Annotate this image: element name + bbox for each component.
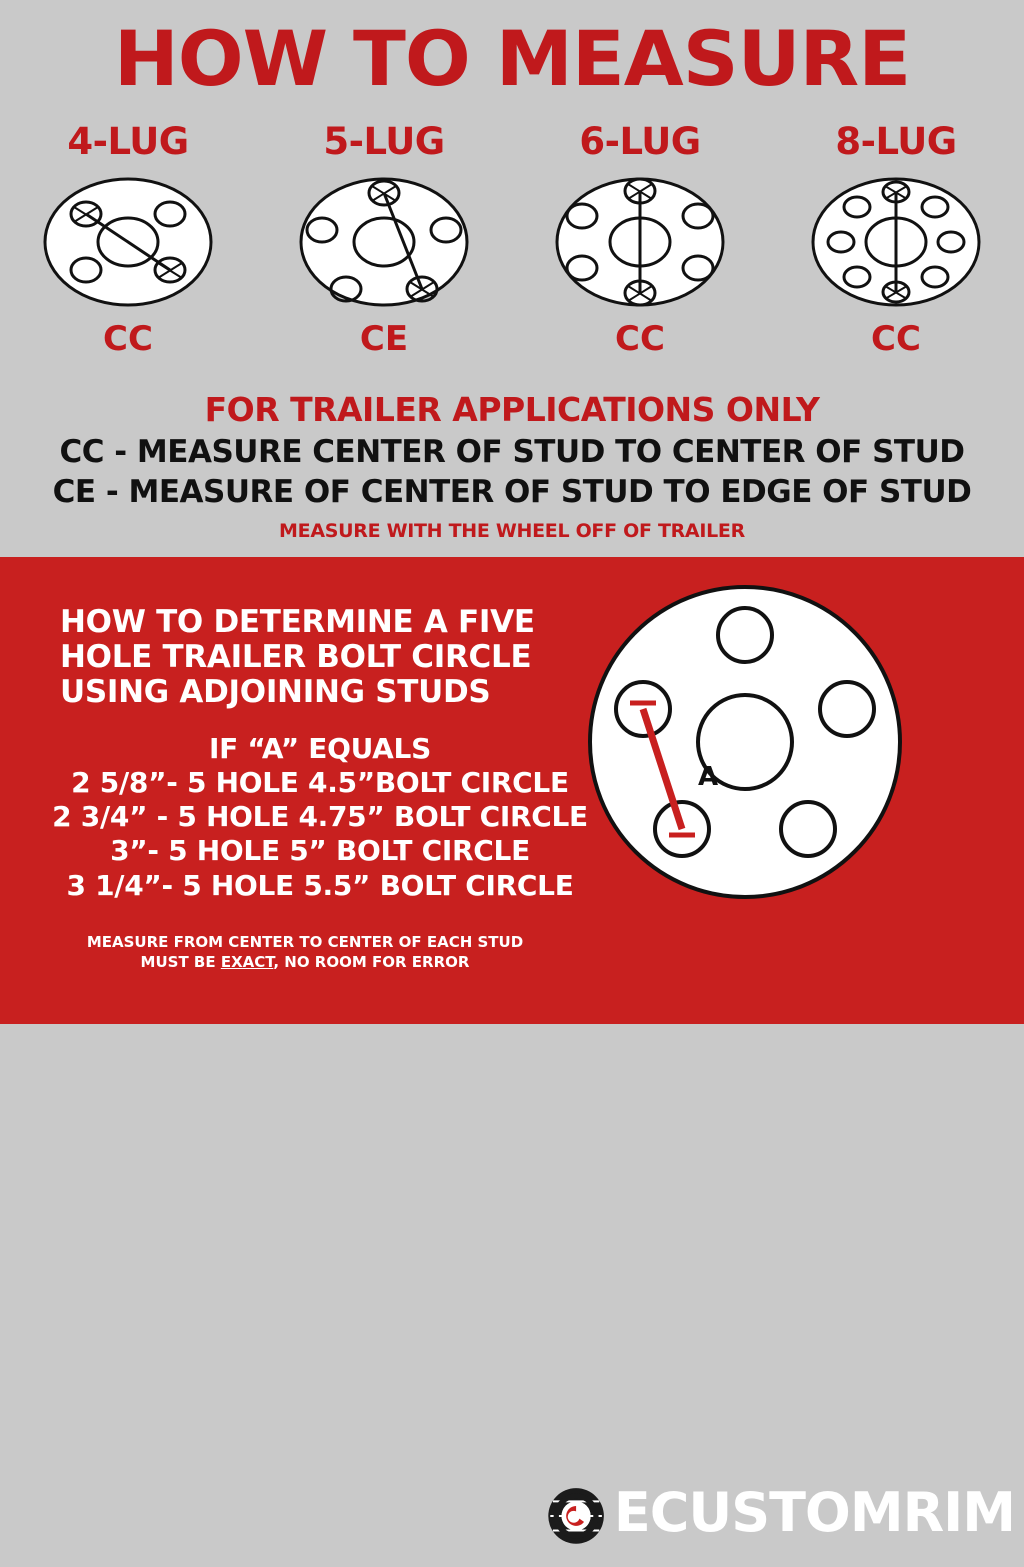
wheel-6-lug-icon bbox=[545, 167, 735, 317]
footnote bbox=[40, 932, 570, 973]
lug-title: 6-LUG bbox=[579, 120, 701, 163]
page-title: HOW TO MEASURE bbox=[113, 14, 911, 103]
trailer-applications-note: FOR TRAILER APPLICATIONS ONLY bbox=[204, 390, 820, 429]
lug-diagram-4 bbox=[0, 120, 256, 375]
lug-title: 8-LUG bbox=[835, 120, 957, 163]
footnote-post: , NO ROOM FOR ERROR bbox=[273, 953, 470, 972]
measure-wheel-off-note: MEASURE WITH THE WHEEL OFF OF TRAILER bbox=[279, 520, 745, 542]
list-item: 2 5/8”- 5 HOLE 4.5”BOLT CIRCLE bbox=[71, 766, 569, 800]
lug-diagram-row bbox=[0, 120, 1024, 375]
bolt-circle-heading-line3: USING ADJOINING STUDS bbox=[60, 674, 491, 711]
footnote-emphasis: EXACT bbox=[220, 953, 274, 972]
list-item: 3 1/4”- 5 HOLE 5.5” BOLT CIRCLE bbox=[66, 868, 574, 902]
brand-logo bbox=[545, 1457, 1015, 1567]
hub-5-lug-icon bbox=[580, 577, 910, 907]
lug-diagram-8 bbox=[768, 120, 1024, 375]
bolt-circle-list bbox=[40, 732, 600, 903]
wheel-5-lug-icon bbox=[289, 167, 479, 317]
lug-title: 4-LUG bbox=[67, 120, 189, 163]
cc-definition: CC - MEASURE CENTER OF STUD TO CENTER OF STUD bbox=[59, 434, 965, 470]
footnote-line1: MEASURE FROM CENTER TO CENTER OF EACH STUD bbox=[86, 933, 524, 951]
tire-logo-icon bbox=[545, 1462, 608, 1562]
wheel-4-lug-icon bbox=[33, 167, 223, 317]
list-item: 2 3/4” - 5 HOLE 4.75” BOLT CIRCLE bbox=[52, 800, 588, 834]
list-intro: IF “A” EQUALS bbox=[209, 732, 431, 765]
footnote-pre: MUST BE bbox=[140, 953, 221, 972]
top-section bbox=[0, 0, 1024, 557]
list-item: 3”- 5 HOLE 5” BOLT CIRCLE bbox=[110, 834, 530, 868]
lug-code: CC bbox=[615, 319, 665, 359]
footnote-line2 bbox=[40, 952, 570, 972]
wheel-8-lug-icon bbox=[801, 167, 991, 317]
measure-label-a: A bbox=[698, 762, 719, 792]
lug-code: CC bbox=[871, 319, 921, 359]
bolt-circle-heading-line2: HOLE TRAILER BOLT CIRCLE bbox=[60, 639, 532, 676]
bolt-circle-heading-line1: HOW TO DETERMINE A FIVE bbox=[60, 604, 535, 640]
lug-diagram-5 bbox=[256, 120, 512, 375]
ce-definition: CE - MEASURE OF CENTER OF STUD TO EDGE OF STUD bbox=[52, 474, 972, 510]
lug-diagram-6 bbox=[512, 120, 768, 375]
bottom-section bbox=[0, 557, 1024, 1544]
five-lug-hub-diagram bbox=[580, 577, 910, 912]
lug-title: 5-LUG bbox=[323, 120, 445, 163]
brand-name: ECUSTOMRIM bbox=[613, 1480, 1015, 1544]
lug-code: CE bbox=[359, 319, 409, 359]
bolt-circle-heading bbox=[60, 605, 560, 710]
lug-code: CC bbox=[103, 319, 153, 359]
